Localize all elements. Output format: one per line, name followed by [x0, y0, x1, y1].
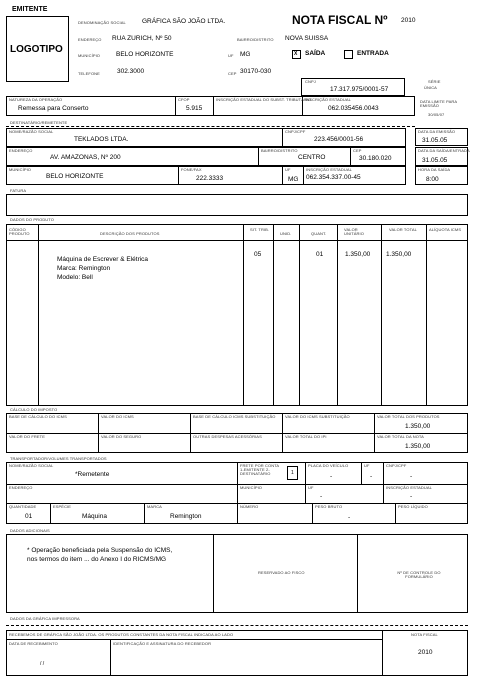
dest-uf-value: MG [288, 176, 299, 183]
dest-hora-box [415, 166, 468, 185]
dest-row3-divider-1 [178, 166, 179, 185]
dest-cnpj-value: 223.456/0001-56 [314, 136, 364, 143]
dest-row3-divider-2 [282, 166, 283, 185]
dest-cep-label: CEP [353, 148, 362, 153]
ie-emitente-value: 062.035456.0043 [328, 105, 379, 112]
transp-marca-value: Remington [170, 513, 202, 520]
saida-checkbox[interactable] [292, 50, 301, 59]
cep-value: 30170-030 [240, 68, 272, 75]
transp-marca-label: MARCA [147, 504, 162, 509]
nota-fiscal-title: NOTA FISCAL Nº [292, 13, 388, 27]
transp-frete-value: 1 [291, 470, 294, 476]
natureza-label: NATUREZA DA OPERAÇÃO [9, 97, 63, 102]
emitente-label: EMITENTE [12, 6, 48, 13]
col-div-7 [426, 224, 427, 406]
recebemos-label: RECEBEMOS DE GRÁFICA SÃO JOÃO LTDA. OS PRODUTOS CONSTANTES DA NOTA FISCAL INDICADA AO LADO [9, 632, 234, 637]
telefone-label: TELEFONE [78, 71, 100, 76]
transp-ie-label: INSCRIÇÃO ESTADUAL [386, 485, 432, 490]
imp-base-icms-label: BASE DE CÁLCULO DO ICMS [9, 414, 67, 419]
imp-ipi-label: VALOR TOTAL DO IPI [285, 434, 327, 439]
cfop-value: 5.915 [186, 105, 203, 112]
transp-uf-value: - [370, 473, 373, 480]
data-recebimento-value[interactable]: / / [40, 661, 45, 667]
canhoto-div-2 [382, 630, 383, 676]
canhoto-row-line [6, 639, 382, 640]
dest-fone-label: FONE/FAX [181, 167, 202, 172]
emitente-cnpj-value: 17.317.975/0001-57 [330, 86, 389, 93]
transp-peso-bruto-label: PESO BRUTO [315, 504, 343, 509]
imp-total-prod-label: VALOR TOTAL DOS PRODUTOS [377, 414, 440, 419]
imp-outras-label: OUTRAS DESPESAS ACESSÓRIAS [193, 434, 262, 439]
transp-div-8 [312, 503, 313, 524]
dest-municipio-value: BELO HORIZONTE [46, 173, 104, 180]
canhoto-nf-label: NOTA FISCAL [411, 632, 438, 637]
dest-row1-divider [282, 128, 283, 147]
dest-ie-label: INSCRIÇÃO ESTADUAL [306, 167, 352, 172]
col-aliquota-header: ALÍQUOTA ICMS [429, 227, 462, 232]
fatura-label: FATURA [10, 188, 27, 193]
dest-cep-value: 30.180.020 [359, 155, 392, 162]
imposto-section-label: CÁLCULO DO IMPOSTO [10, 407, 58, 412]
serie-label: SÉRIE [428, 79, 441, 84]
ie-sub-label: INSCRIÇÃO ESTADUAL DO SUBST. TRIBUTÁRIO [216, 97, 312, 102]
logo-box [6, 16, 69, 82]
adicionais-div-1 [213, 534, 214, 613]
telefone-value: 302.3000 [117, 68, 145, 75]
endereco-label: ENDEREÇO [78, 37, 102, 42]
dest-hora-value: 8:00 [426, 176, 439, 183]
transp-uf2-value: - [320, 493, 323, 500]
cfop-label: CFOP [178, 97, 190, 102]
transp-especie-label: ESPÉCIE [53, 504, 72, 509]
transp-div-5 [50, 503, 51, 524]
col-unid-header: UNID. [280, 231, 292, 236]
reservado-fisco-label: RESERVADO AO FISCO [258, 570, 305, 575]
emitente-cnpj-box [301, 78, 405, 96]
dest-data-saida-value: 31.05.05 [422, 157, 448, 164]
col-sit-header: SIT. TRIB. [250, 227, 270, 232]
adicionais-section-label: DADOS ADICIONAIS [10, 528, 50, 533]
controle-formulario-label: Nº DE CONTROLE DO FORMULÁRIO [397, 570, 441, 579]
transp-div-3 [361, 462, 362, 484]
col-unit-header: VALOR UNITÁRIO [344, 227, 364, 236]
transp-uf2-label: UF [308, 485, 314, 490]
transp-section-label: TRANSPORTADOR/VOLUMES TRANSPORTADOS [10, 456, 107, 461]
transp-nome-value: *Remetente [75, 471, 110, 478]
entrada-checkbox[interactable] [344, 50, 353, 59]
col-quant-header: QUANT. [311, 231, 327, 236]
dest-fone-value: 222.3333 [196, 175, 224, 182]
dest-bairro-label: BAIRRO/DISTRITO [261, 148, 298, 153]
imp-total-prod-value: 1.350,00 [405, 423, 431, 430]
dest-row2-divider-2 [350, 147, 351, 166]
bairro-value: NOVA SUISSA [285, 35, 329, 42]
uf-label: UF [228, 53, 234, 58]
transp-frete-box [287, 466, 298, 480]
produtos-header-line [6, 240, 468, 241]
transp-placa-value: - [330, 473, 333, 480]
saida-label: SAÍDA [305, 50, 326, 57]
dest-row2-divider-1 [258, 147, 259, 166]
dest-data-saida-label: DATA DA SAÍDA/ENTRADA [418, 148, 470, 153]
dest-separator [6, 126, 415, 127]
natureza-value: Remessa para Conserto [18, 105, 89, 112]
data-limite-label: DATA LIMITE PARA EMISSÃO [420, 99, 457, 108]
transp-cnpj-label: CNPJ/CPF [386, 463, 407, 468]
data-recebimento-label: DATA DE RECEBIMENTO [9, 641, 58, 646]
logo-text: LOGOTIPO [10, 44, 63, 55]
col-codigo-header: CÓDIGO PRODUTO [9, 227, 30, 236]
bairro-label: BAIRRO/DISTRITO [237, 37, 274, 42]
ie-emitente-label: INSCRIÇÃO ESTADUAL [305, 97, 351, 102]
imp-frete-label: VALOR DO FRETE [9, 434, 45, 439]
transp-uf-label: UF [364, 463, 370, 468]
col-div-1 [38, 224, 39, 406]
dest-data-emissao-box [415, 128, 468, 146]
transp-placa-label: PLACA DO VEÍCULO [308, 463, 349, 468]
transp-endereco-label: ENDEREÇO [9, 485, 33, 490]
canhoto-div-1 [110, 639, 111, 676]
natureza-divider-2 [213, 96, 214, 116]
transp-peso-liq-label: PESO LÍQUIDO [398, 504, 428, 509]
denominacao-value: GRÁFICA SÃO JOÃO LTDA. [142, 18, 226, 25]
saida-check-mark: X [294, 51, 298, 57]
col-div-4 [299, 224, 300, 406]
transp-div-9 [395, 503, 396, 524]
col-div-2 [243, 224, 244, 406]
transp-div-2 [305, 462, 306, 503]
dest-nome-value: TEKLADOS LTDA. [74, 136, 129, 143]
col-total-header: VALOR TOTAL [389, 227, 417, 232]
col-div-3 [273, 224, 274, 406]
uf-value: MG [240, 51, 251, 58]
imp-div-4 [374, 413, 375, 453]
transp-numero-label: NÚMERO [240, 504, 259, 509]
endereco-value: RUA ZURICH, Nº 50 [112, 35, 172, 42]
imp-div-3 [282, 413, 283, 453]
denominacao-label: DENOMINAÇÃO SOCIAL [78, 20, 126, 25]
transp-div-4 [383, 462, 384, 503]
transp-div-6 [144, 503, 145, 524]
transp-municipio-label: MUNICÍPIO [240, 485, 263, 490]
dest-nome-label: NOME/RAZÃO SOCIAL [9, 129, 54, 134]
item-total: 1.350,00 [386, 251, 412, 258]
transp-quant-label: QUANTIDADE [9, 504, 37, 509]
col-descricao-header: DESCRIÇÃO DOS PRODUTOS [100, 231, 160, 236]
item-desc-line-3: Modelo: Bell [57, 274, 93, 281]
canhoto-nf-value: 2010 [418, 649, 433, 656]
dest-data-saida-box [415, 147, 468, 166]
entrada-label: ENTRADA [357, 50, 389, 57]
dest-hora-label: HORA DA SAÍDA [418, 167, 451, 172]
municipio-label: MUNICÍPIO [78, 53, 101, 58]
item-unit: 1.350,00 [345, 251, 371, 258]
emitente-cnpj-label: CNPJ [305, 79, 316, 84]
identificacao-label: IDENTIFICAÇÃO E ASSINATURA DO RECEBEDOR [113, 641, 212, 646]
imp-base-sub-label: BASE DE CÁLCULO ICMS SUBSTITUIÇÃO [193, 414, 276, 419]
col-div-5 [337, 224, 338, 406]
natureza-divider-1 [175, 96, 176, 116]
imp-div-1 [98, 413, 99, 453]
imp-total-nota-value: 1.350,00 [405, 443, 431, 450]
transp-cnpj-value: - [410, 473, 413, 480]
dest-bairro-value: CENTRO [298, 154, 326, 161]
municipio-value: BELO HORIZONTE [116, 51, 174, 58]
transp-especie-value: Máquina [82, 513, 107, 520]
data-limite-value: 30/05/07 [428, 112, 445, 117]
item-desc-line-2: Marca: Remington [57, 265, 111, 272]
item-sit: 05 [254, 251, 262, 258]
transp-ie-value: - [410, 493, 413, 500]
imp-seguro-label: VALOR DO SEGURO [101, 434, 142, 439]
transp-nome-label: NOME/RAZÃO SOCIAL [9, 463, 54, 468]
adicionais-info-line-1: * Operação beneficiada pela Suspensão do ICMS, [27, 547, 173, 554]
dest-uf-label: UF [285, 167, 291, 172]
dest-ie-value: 062.354.337.00-45 [306, 174, 361, 181]
imp-div-2 [190, 413, 191, 453]
dest-endereco-label: ENDEREÇO [9, 148, 33, 153]
transp-peso-bruto-value: - [348, 514, 351, 521]
adicionais-div-2 [357, 534, 358, 613]
destinatario-section-label: DESTINATÁRIO/REMETENTE [10, 120, 68, 125]
transp-frete-label: FRETE POR CONTA 1-EMITENTE 2-DESTINATÁRIO [240, 463, 279, 476]
item-desc-line-1: Máquina de Escrever & Elétrica [57, 256, 149, 263]
dest-municipio-label: MUNICÍPIO [9, 167, 32, 172]
cep-label: CEP [228, 71, 237, 76]
transp-div-7 [237, 503, 238, 524]
col-div-6 [381, 224, 382, 406]
fatura-box [6, 194, 468, 216]
produtos-section-label: DADOS DO PRODUTO [10, 217, 54, 222]
dest-data-emissao-label: DATA DA EMISSÃO [418, 129, 456, 134]
imp-valor-icms-label: VALOR DO ICMS [101, 414, 134, 419]
imp-total-nota-label: VALOR TOTAL DA NOTA [377, 434, 424, 439]
adicionais-info-line-2: nos termos do item ... do Anexo I do RICMS/MG [27, 556, 167, 563]
transp-quant-value: 01 [25, 513, 33, 520]
dest-row3-divider-3 [303, 166, 304, 185]
item-quant: 01 [316, 251, 324, 258]
dest-endereco-value: AV. AMAZONAS, Nº 200 [50, 154, 121, 161]
serie-value: ÚNICA [424, 85, 437, 90]
dest-cnpj-label: CNPJ/CPF [285, 129, 306, 134]
transp-div-1 [237, 462, 238, 503]
imp-valor-sub-label: VALOR DO ICMS SUBSTITUIÇÃO [285, 414, 350, 419]
grafica-section-label: DADOS DA GRÁFICA IMPRESSORA [10, 616, 80, 621]
dest-data-emissao-value: 31.05.05 [422, 137, 448, 144]
nota-fiscal-number: 2010 [401, 17, 416, 24]
canhoto-separator [6, 625, 468, 626]
